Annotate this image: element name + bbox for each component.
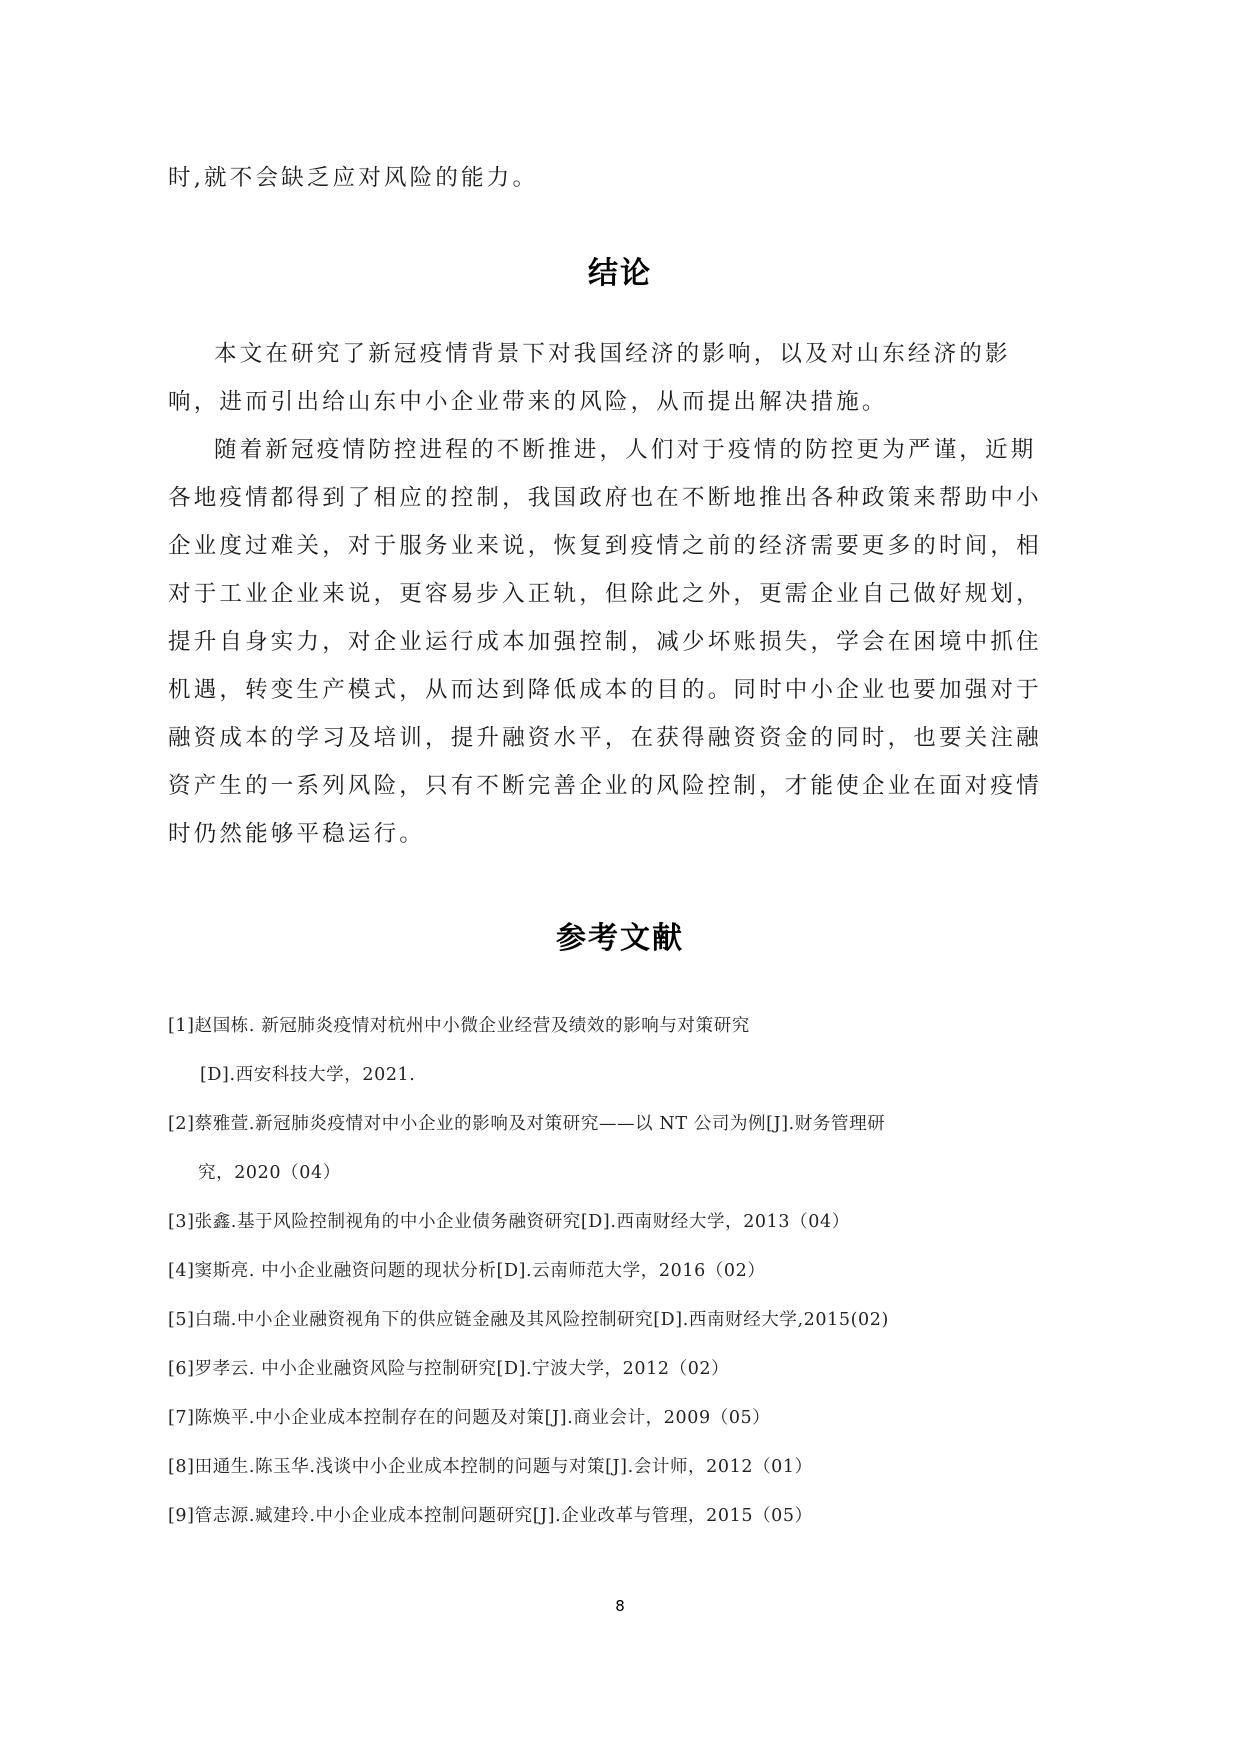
reference-item: [7]陈焕平.中小企业成本控制存在的问题及对策[J].商业会计，2009（05） <box>168 1408 771 1428</box>
conclusion-paragraph-line: 对于工业企业来说，更容易步入正轨，但除此之外，更需企业自己做好规划， <box>168 581 1042 607</box>
conclusion-paragraph-line: 机遇，转变生产模式，从而达到降低成本的目的。同时中小企业也要加强对于 <box>168 677 1042 703</box>
conclusion-paragraph-line: 提升自身实力，对企业运行成本加强控制，减少坏账损失，学会在困境中抓住 <box>168 629 1042 655</box>
reference-item: [3]张鑫.基于风险控制视角的中小企业债务融资研究[D].西南财经大学，2013（04） <box>168 1212 850 1232</box>
conclusion-paragraph-line: 随着新冠疫情防控进程的不断推进，人们对于疫情的防控更为严谨，近期 <box>214 437 1037 463</box>
reference-item-continuation: [D].西安科技大学，2021. <box>200 1065 416 1085</box>
conclusion-paragraph-line: 企业度过难关，对于服务业来说，恢复到疫情之前的经济需要更多的时间，相 <box>168 533 1042 559</box>
references-heading: 参考文献 <box>556 921 684 956</box>
page-number: 8 <box>615 1597 625 1615</box>
reference-item: [6]罗孝云. 中小企业融资风险与控制研究[D].宁波大学，2012（02） <box>168 1359 730 1379</box>
reference-item-continuation: 究，2020（04） <box>198 1163 341 1183</box>
reference-item: [4]窦斯亮. 中小企业融资问题的现状分析[D].云南师范大学，2016（02） <box>168 1261 766 1281</box>
reference-item: [2]蔡雅萱.新冠肺炎疫情对中小企业的影响及对策研究——以 NT 公司为例[J].财务管理研 <box>168 1114 886 1134</box>
conclusion-paragraph-line: 本文在研究了新冠疫情背景下对我国经济的影响，以及对山东经济的影 <box>214 341 1011 367</box>
reference-item: [8]田通生.陈玉华.浅谈中小企业成本控制的问题与对策[J].会计师，2012（01） <box>168 1457 813 1477</box>
conclusion-paragraph-line: 各地疫情都得到了相应的控制，我国政府也在不断地推出各种政策来帮助中小 <box>168 485 1042 511</box>
reference-item: [5]白瑞.中小企业融资视角下的供应链金融及其风险控制研究[D].西南财经大学,2015(02) <box>168 1310 889 1330</box>
conclusion-paragraph-line: 响，进而引出给山东中小企业带来的风险，从而提出解决措施。 <box>168 389 888 415</box>
reference-item: [1]赵国栋. 新冠肺炎疫情对杭州中小微企业经营及绩效的影响与对策研究 <box>168 1016 750 1036</box>
conclusion-paragraph-line: 资产生的一系列风险，只有不断完善企业的风险控制，才能使企业在面对疫情 <box>168 773 1042 799</box>
conclusion-paragraph-line: 时仍然能够平稳运行。 <box>168 821 426 847</box>
conclusion-paragraph-line: 融资成本的学习及培训，提升融资水平，在获得融资资金的同时，也要关注融 <box>168 725 1042 751</box>
reference-item: [9]管志源.臧建玲.中小企业成本控制问题研究[J].企业改革与管理，2015（05） <box>168 1506 813 1526</box>
carryover-text-line: 时,就不会缺乏应对风险的能力。 <box>168 165 539 191</box>
conclusion-heading: 结论 <box>588 256 652 291</box>
